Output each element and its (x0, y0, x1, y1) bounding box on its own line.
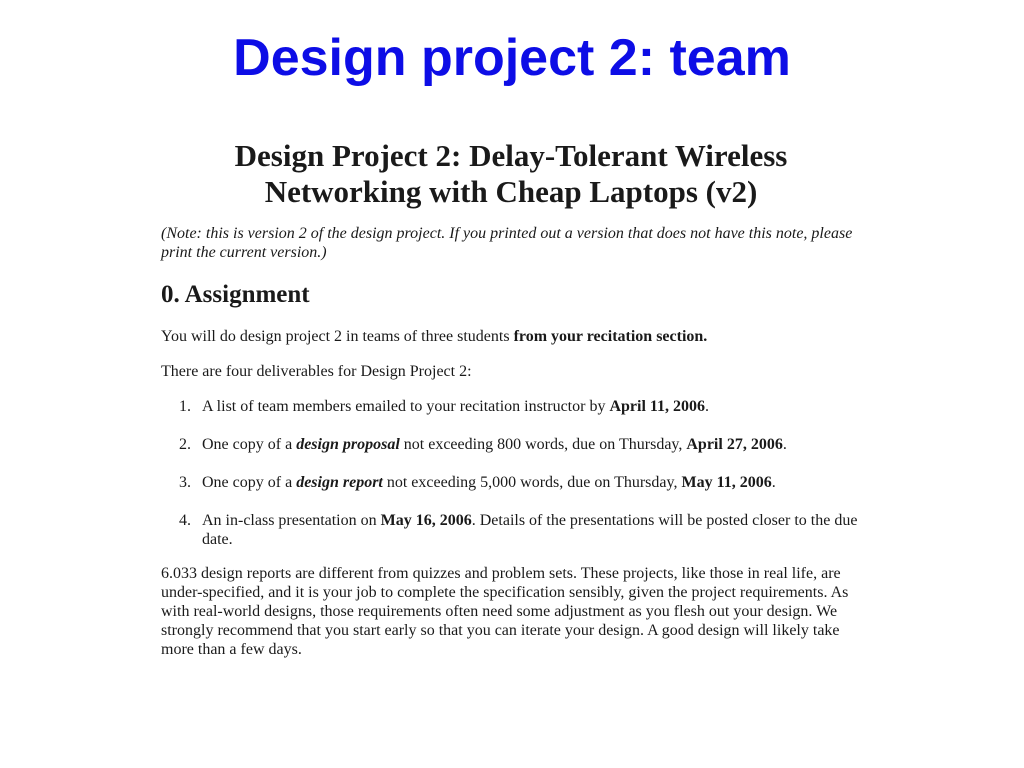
deliverable-number: 1. (179, 398, 191, 415)
deliverable-item (161, 435, 861, 454)
slide-title: Design project 2: team (233, 29, 791, 87)
intro-paragraph (161, 327, 861, 346)
deliverable-text: One copy of a (202, 436, 297, 453)
deliverable-text-end: . Details of the presentations will be posted closer to the due date. (202, 512, 858, 548)
intro-bold: from your recitation section. (513, 328, 708, 345)
deliverable-item (161, 473, 861, 492)
deliverable-text-mid: not exceeding 5,000 words, due on Thursday, (382, 474, 682, 491)
deliverable-number: 4. (179, 512, 191, 529)
deliverable-text: An in-class presentation on (202, 512, 381, 529)
deliverable-emphasis: design proposal (296, 436, 400, 453)
deliverable-number: 2. (179, 436, 191, 453)
deliverable-date: May 11, 2006 (681, 474, 772, 491)
document-title-line-2: Networking with Cheap Laptops (v2) (264, 174, 758, 209)
deliverable-item (161, 511, 861, 549)
closing-paragraph: 6.033 design reports are different from quizzes and problem sets. These projects, like those in real life, are under-specified, and it is your job to complete the specification sensibly, given the project requirements. As with real-world designs, those requirements often need some adjustment as you flesh out your design. We strongly recommend that you start early so that you can iterate your design. A good design will likely take more than a few days. (161, 565, 849, 658)
deliverable-text: One copy of a (202, 474, 297, 491)
deliverable-text-end: . (705, 398, 710, 415)
deliverable-text-end: . (771, 474, 776, 491)
deliverable-date: April 11, 2006 (609, 398, 706, 415)
deliverable-date: May 16, 2006 (380, 512, 472, 529)
deliverable-text: A list of team members emailed to your recitation instructor by (202, 398, 610, 415)
version-note: (Note: this is version 2 of the design project. If you printed out a version that does not have this note, please print the current version.) (161, 225, 853, 261)
section-heading: 0. Assignment (161, 281, 310, 308)
deliverable-text-end: . (782, 436, 787, 453)
deliverable-emphasis: design report (296, 474, 383, 491)
deliverables-list (161, 397, 861, 549)
deliverable-item (161, 397, 861, 416)
deliverable-number: 3. (179, 474, 191, 491)
intro-text: You will do design project 2 in teams of three students (161, 328, 514, 345)
document-excerpt (161, 138, 861, 675)
document-title (161, 138, 861, 210)
document-title-line-1: Design Project 2: Delay-Tolerant Wireless (234, 138, 788, 173)
deliverable-date: April 27, 2006 (686, 436, 783, 453)
deliverable-text-mid: not exceeding 800 words, due on Thursday, (399, 436, 687, 453)
deliverables-intro: There are four deliverables for Design Project 2: (161, 363, 472, 380)
